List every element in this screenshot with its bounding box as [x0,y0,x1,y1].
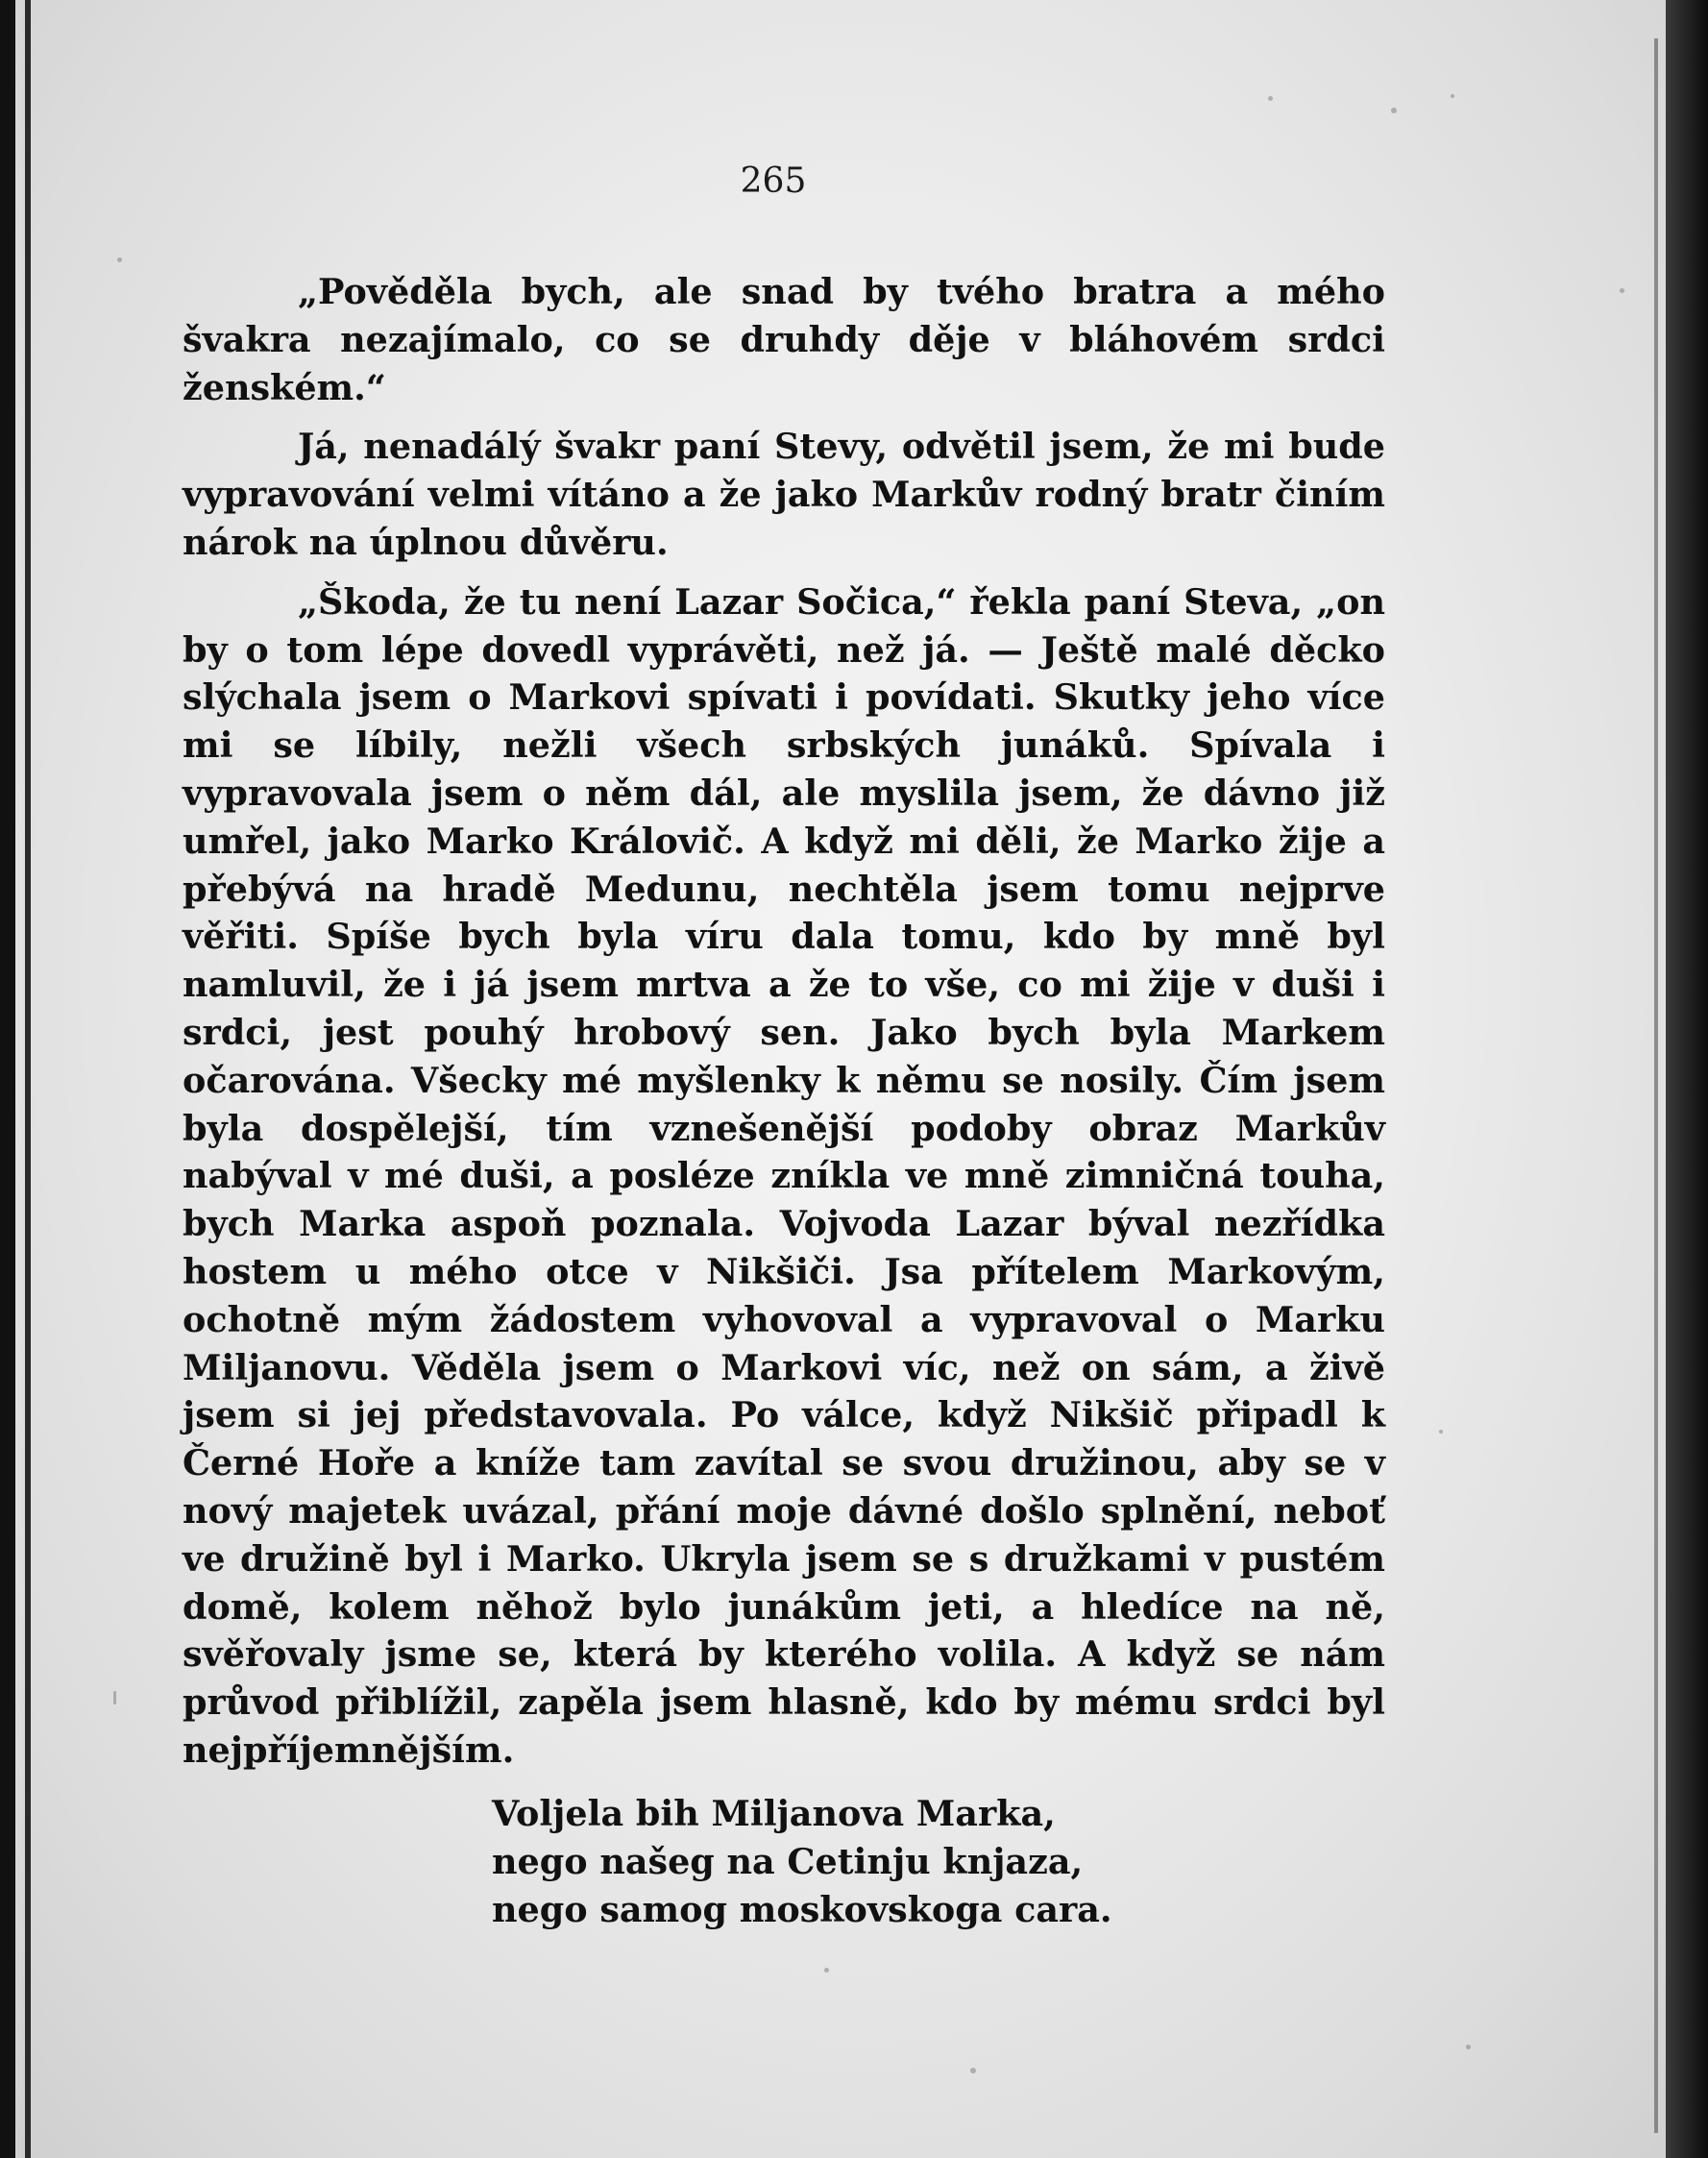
left-scan-edge [0,0,15,2158]
paragraph: „Škoda, že tu není Lazar Sočica,“ řekla paní Steva, „on by o tom lépe dovedl vyprávěti, než já. — Ještě malé děcko slýchala jsem o Markovi spívati i povídati. Skutky jeho více mi se líbily, nežli všech srbských junáků. Spívala i vypravovala jsem o něm dál, ale myslila jsem, že dávno již umřel, jako Marko Královič. A když mi děli, že Marko žije a přebývá na hradě Medunu, nechtěla jsem tomu nejprve věřiti. Spíše bych byla víru dala tomu, kdo by mně byl namluvil, že i já jsem mrtva a že to vše, co mi žije v duši i srdci, jest pouhý hrobový sen. Jako bych byla Markem očarována. Všecky mé myšlenky k němu se nosily. Čím jsem byla dospělejší, tím vznešenější podoby obraz Markův nabýval v mé duši, a posléze zníkla ve mně zimničná touha, bych Marka aspoň poznala. Vojvoda Lazar býval nezřídka hostem u mého otce v Nikšiči. Jsa přítelem Markovým, ochotně mým žádostem vyhovoval a vypravoval o Marku Miljanovu. Věděla jsem o Markovi víc, než on sám, a živě jsem si jej představovala. Po válce, když Nikšič připadl k Černé Hoře a kníže tam zavítal se svou družinou, aby se v nový majetek uvázal, přání moje dávné došlo splnění, neboť ve družině byl i Marko. Ukryla jsem se s družkami v pustém domě, kolem něhož bylo junákům jeti, a hledíce na ně, svěřovaly jsme se, která by kterého volila. A když se nám průvod přiblížil, zapěla jsem hlasně, kdo by mému srdci byl nejpříjemnějším. [183,580,1385,1771]
scan-speck [970,2068,976,2073]
scan-speck [1451,94,1454,98]
paragraph: Já, nenadálý švakr paní Stevy, odvětil jsem, že mi bude vypravování velmi vítáno a že jako Markův rodný bratr činím nárok na úplnou důvěru. [183,426,1385,563]
left-binding-line [25,0,31,2158]
scan-speck [824,1968,829,1973]
paragraph: „Pověděla bych, ale snad by tvého bratra a mého švakra nezajímalo, co se druhdy děje v bláhovém srdci ženském.“ [183,271,1385,408]
scan-speck [1439,1430,1443,1434]
poem-line: nego samog moskovskoga cara. [492,1889,1112,1930]
scan-speck [117,257,122,262]
poem-verse [492,1790,1112,1934]
page-number: 265 [740,161,807,201]
right-scan-edge [1666,0,1708,2158]
scan-speck [1466,2045,1471,2049]
poem-line: nego našeg na Cetinju knjaza, [492,1841,1084,1882]
right-page-edge-line [1654,38,1658,2133]
scan-speck [1268,96,1273,101]
scan-speck [1620,288,1624,293]
scan-speck [1391,108,1397,113]
scan-speck [113,1691,116,1704]
body-text [183,268,1385,1775]
poem-line: Voljela bih Miljanova Marka, [492,1793,1056,1834]
